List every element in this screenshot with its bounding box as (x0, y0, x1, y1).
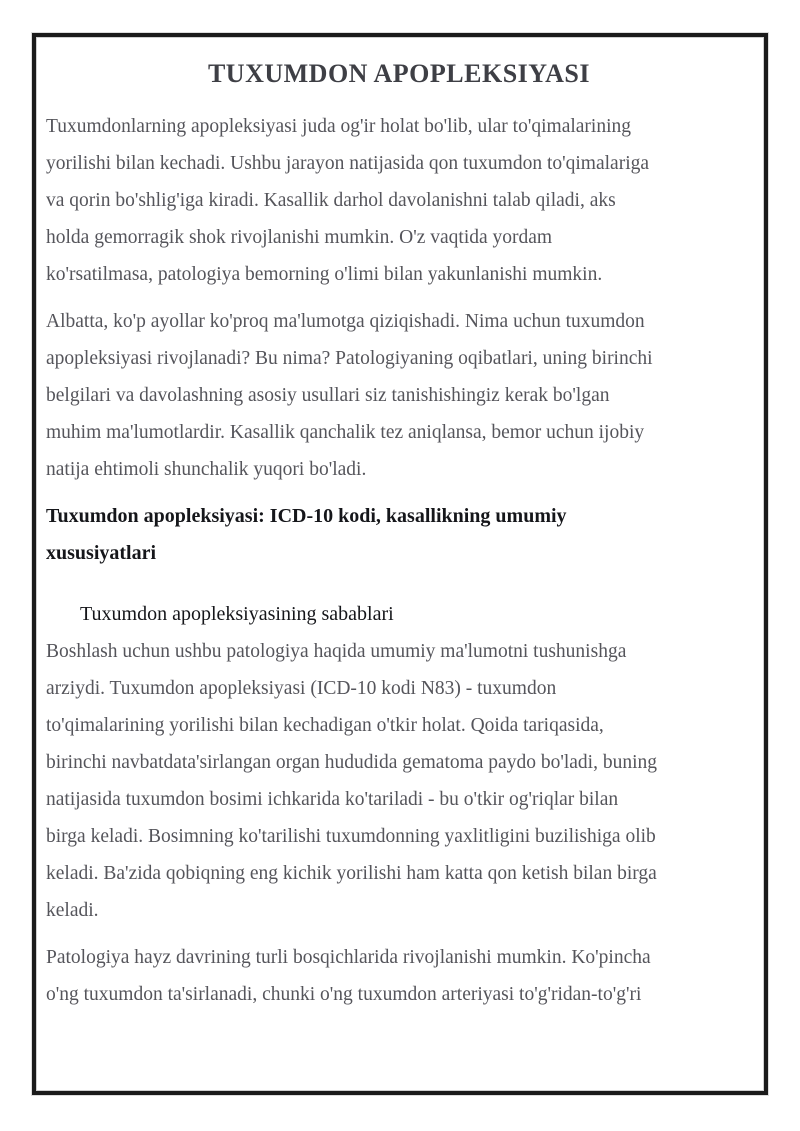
text-line: keladi. (46, 900, 99, 921)
paragraph-questions (46, 303, 752, 488)
text-line: va qorin bo'shlig'iga kiradi. Kasallik darhol davolanishni talab qiladi, aks (46, 190, 616, 211)
paragraph-overview (46, 633, 752, 929)
text-line: belgilari va davolashning asosiy usullari siz tanishishingiz kerak bo'lgan (46, 385, 610, 406)
text-line: birga keladi. Bosimning ko'tarilishi tuxumdonning yaxlitligini buzilishiga olib (46, 826, 656, 847)
text-line: holda gemorragik shok rivojlanishi mumkin. O'z vaqtida yordam (46, 227, 553, 248)
text-line: Patologiya hayz davrining turli bosqichlarida rivojlanishi mumkin. Ko'pincha (46, 947, 651, 968)
text-line: Tuxumdon apopleksiyasi: ICD-10 kodi, kasallikning umumiy (46, 505, 567, 527)
text-line: apopleksiyasi rivojlanadi? Bu nima? Patologiyaning oqibatlari, uning birinchi (46, 348, 653, 369)
paragraph-cycle (46, 939, 752, 1013)
document-border-frame (32, 33, 768, 1095)
text-line: Boshlash uchun ushbu patologiya haqida umumiy ma'lumotni tushunishga (46, 641, 627, 662)
text-line: yorilishi bilan kechadi. Ushbu jarayon natijasida qon tuxumdon to'qimalariga (46, 153, 650, 174)
text-line: to'qimalarining yorilishi bilan kechadigan o'tkir holat. Qoida tariqasida, (46, 715, 604, 736)
text-line: xususiyatlari (46, 542, 157, 564)
text-line: arziydi. Tuxumdon apopleksiyasi (ICD-10 kodi N83) - tuxumdon (46, 678, 557, 699)
text-line: ko'rsatilmasa, patologiya bemorning o'limi bilan yakunlanishi mumkin. (46, 264, 603, 285)
text-line: Tuxumdonlarning apopleksiyasi juda og'ir holat bo'lib, ular to'qimalarining (46, 116, 631, 137)
text-line: Albatta, ko'p ayollar ko'proq ma'lumotga qiziqishadi. Nima uchun tuxumdon (46, 311, 645, 332)
text-line: natija ehtimoli shunchalik yuqori bo'ladi. (46, 459, 367, 480)
text-line: o'ng tuxumdon ta'sirlanadi, chunki o'ng tuxumdon arteriyasi to'g'ridan-to'g'ri (46, 984, 642, 1005)
text-line: keladi. Ba'zida qobiqning eng kichik yorilishi ham katta qon ketish bilan birga (46, 863, 657, 884)
section-heading-icd10 (46, 498, 752, 572)
page-title: TUXUMDON APOPLEKSIYASI (207, 59, 591, 88)
text-line: natijasida tuxumdon bosimi ichkarida ko'tariladi - bu o'tkir og'riqlar bilan (46, 789, 619, 810)
text-line: birinchi navbatdata'sirlangan organ hududida gematoma paydo bo'ladi, buning (46, 752, 658, 773)
paragraph-intro (46, 108, 752, 293)
text-line: muhim ma'lumotlardir. Kasallik qanchalik tez aniqlansa, bemor uchun ijobiy (46, 422, 645, 443)
subheading-causes: Tuxumdon apopleksiyasining sabablari (80, 603, 394, 625)
